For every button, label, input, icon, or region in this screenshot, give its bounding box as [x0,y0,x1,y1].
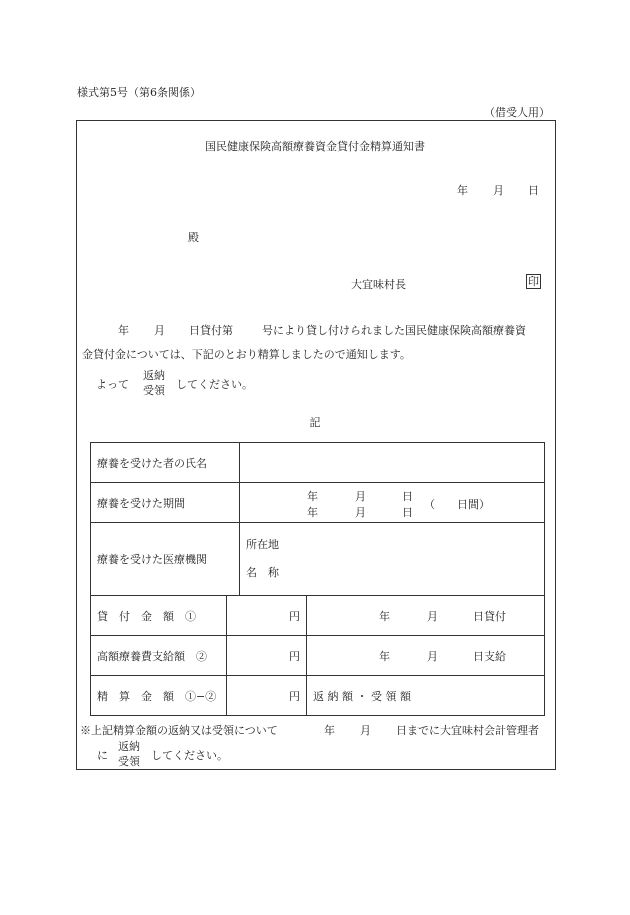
note-suffix: してください。 [151,749,228,762]
period-days: （ 日間） [424,497,490,511]
institution-cell [240,523,545,596]
choice-return: 返納 [143,369,165,382]
body-year: 年 [118,324,129,337]
table-row-institution [91,523,545,596]
seal-text: 印 [528,275,539,288]
table-row-loan [91,596,545,636]
ki-heading: 記 [309,416,321,429]
body-suffix: してください。 [176,378,253,391]
form-usage: （借受人用） [484,106,550,119]
period-end-month: 月 [355,505,366,519]
institution-location-label: 所在地 [246,538,279,551]
date-month: 月 [493,184,504,197]
period-cell [240,483,545,523]
table-row-period [91,483,545,523]
settlement-table [90,442,545,716]
table-row-settlement [91,676,545,716]
benefit-day: 日支給 [473,649,506,663]
seal-mark [526,274,541,289]
table-row-patient [91,443,545,483]
note-return-receive-choice [115,739,143,769]
date-day: 日 [528,184,539,197]
loan-day: 日貸付 [473,609,506,623]
loan-month: 月 [427,609,438,623]
table-row-benefit [91,636,545,676]
period-start-month: 月 [355,489,366,503]
note-year: 年 [324,724,335,737]
date-year: 年 [457,184,468,197]
patient-name-cell [240,443,545,483]
loan-amount-yen: 円 [227,596,307,636]
loan-amount-label: 貸 付 金 額 ① [91,596,227,636]
note-end: 日までに大宜味村会計管理者 [396,724,539,737]
note-prefix: に [97,749,108,762]
document-title: 国民健康保険高額療養資金貸付金精算通知書 [205,140,425,153]
return-receive-choice [140,368,168,398]
settlement-label: 精 算 金 額 ①−② [91,676,227,716]
institution-name-label: 名 称 [246,566,279,579]
period-label: 療養を受けた期間 [91,483,240,523]
benefit-label: 高額療養費支給額 ② [91,636,227,676]
form-number: 様式第5号（第6条関係） [77,86,201,99]
loan-date-cell [307,596,545,636]
loan-year: 年 [379,609,390,623]
body-line1-rest: 号により貸し付けられました国民健康保険高額療養資 [262,324,526,337]
benefit-date-cell [307,636,545,676]
benefit-year: 年 [379,649,390,663]
note-start: ※上記精算金額の返納又は受領について [80,724,278,737]
period-end-year: 年 [307,505,318,519]
period-end-day: 日 [402,505,413,519]
note-choice-return: 返納 [118,740,140,753]
addressee-suffix: 殿 [188,231,199,244]
body-prefix: よって [96,378,129,391]
patient-name-label: 療養を受けた者の氏名 [91,443,240,483]
body-line-2: 金貸付金については、下記のとおり精算しましたので通知します。 [82,348,411,361]
return-receive-amount-label: 返 納 額 ・ 受 領 額 [307,676,545,716]
note-choice-receive: 受領 [118,755,140,768]
benefit-month: 月 [427,649,438,663]
settlement-yen: 円 [227,676,307,716]
institution-label: 療養を受けた医療機関 [91,523,240,596]
body-issue-day: 日貸付第 [189,324,233,337]
issuer-name: 大宜味村長 [351,278,406,291]
benefit-yen: 円 [227,636,307,676]
body-month: 月 [154,324,165,337]
choice-receive: 受領 [143,384,165,397]
period-start-day: 日 [402,489,413,503]
note-month: 月 [360,724,371,737]
period-start-year: 年 [307,489,318,503]
